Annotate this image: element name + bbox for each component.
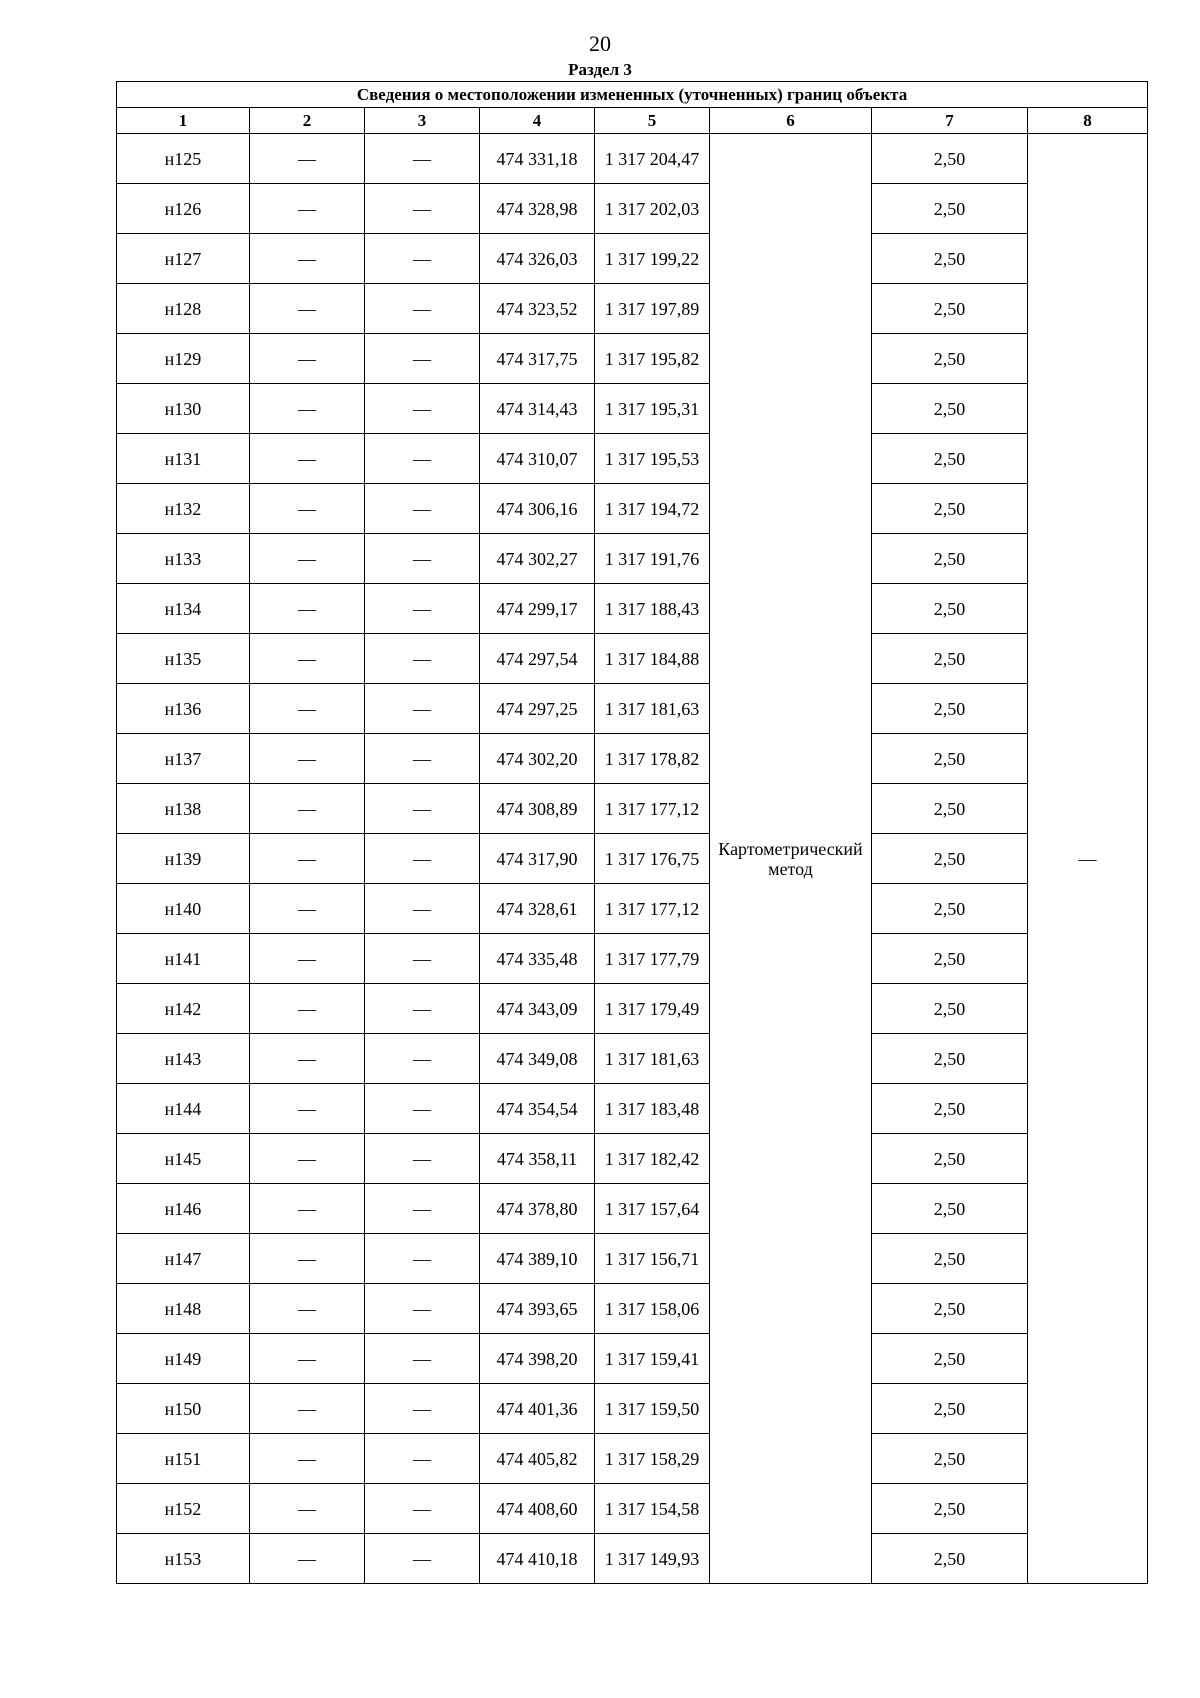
column3-cell: — (365, 284, 480, 334)
column2-cell: — (250, 634, 365, 684)
table-row (117, 734, 1148, 784)
column3-cell: — (365, 134, 480, 184)
accuracy-cell: 2,50 (872, 634, 1028, 684)
accuracy-cell: 2,50 (872, 1234, 1028, 1284)
accuracy-cell: 2,50 (872, 534, 1028, 584)
point-number-cell: н138 (117, 784, 250, 834)
point-number-cell: н140 (117, 884, 250, 934)
table-row (117, 934, 1148, 984)
column2-cell: — (250, 734, 365, 784)
table-row (117, 584, 1148, 634)
accuracy-cell: 2,50 (872, 1484, 1028, 1534)
column3-cell: — (365, 434, 480, 484)
column-number: 2 (250, 108, 365, 134)
table-row (117, 634, 1148, 684)
boundary-table (116, 81, 1148, 1584)
page-number: 20 (589, 31, 611, 56)
column3-cell: — (365, 1534, 480, 1584)
column2-cell: — (250, 1184, 365, 1234)
table-row (117, 284, 1148, 334)
column3-cell: — (365, 1484, 480, 1534)
column3-cell: — (365, 784, 480, 834)
column3-cell: — (365, 1134, 480, 1184)
point-number-cell: н133 (117, 534, 250, 584)
column2-cell: — (250, 784, 365, 834)
point-number-cell: н141 (117, 934, 250, 984)
y-coordinate-cell: 1 317 177,12 (595, 784, 710, 834)
table-row (117, 1084, 1148, 1134)
section-title: Раздел 3 (568, 60, 632, 79)
table-row (117, 884, 1148, 934)
column2-cell: — (250, 1284, 365, 1334)
point-number-cell: н125 (117, 134, 250, 184)
point-number-cell: н126 (117, 184, 250, 234)
point-number-cell: н129 (117, 334, 250, 384)
column3-cell: — (365, 334, 480, 384)
accuracy-cell: 2,50 (872, 784, 1028, 834)
column3-cell: — (365, 1384, 480, 1434)
y-coordinate-cell: 1 317 179,49 (595, 984, 710, 1034)
column2-cell: — (250, 534, 365, 584)
x-coordinate-cell: 474 314,43 (480, 384, 595, 434)
accuracy-cell: 2,50 (872, 184, 1028, 234)
point-number-cell: н143 (117, 1034, 250, 1084)
column3-cell: — (365, 684, 480, 734)
column-number: 7 (872, 108, 1028, 134)
x-coordinate-cell: 474 410,18 (480, 1534, 595, 1584)
accuracy-cell: 2,50 (872, 884, 1028, 934)
point-number-cell: н153 (117, 1534, 250, 1584)
table-caption-row (117, 82, 1148, 108)
column2-cell: — (250, 984, 365, 1034)
x-coordinate-cell: 474 349,08 (480, 1034, 595, 1084)
table-caption: Сведения о местоположении измененных (уточненных) границ объекта (117, 82, 1148, 108)
column2-cell: — (250, 884, 365, 934)
x-coordinate-cell: 474 358,11 (480, 1134, 595, 1184)
accuracy-cell: 2,50 (872, 734, 1028, 784)
column3-cell: — (365, 1284, 480, 1334)
column2-cell: — (250, 1334, 365, 1384)
column2-cell: — (250, 284, 365, 334)
table-row (117, 434, 1148, 484)
x-coordinate-cell: 474 393,65 (480, 1284, 595, 1334)
y-coordinate-cell: 1 317 191,76 (595, 534, 710, 584)
column-number: 4 (480, 108, 595, 134)
y-coordinate-cell: 1 317 182,42 (595, 1134, 710, 1184)
column-number: 1 (117, 108, 250, 134)
accuracy-cell: 2,50 (872, 584, 1028, 634)
column3-cell: — (365, 884, 480, 934)
column2-cell: — (250, 1034, 365, 1084)
accuracy-cell: 2,50 (872, 1434, 1028, 1484)
x-coordinate-cell: 474 323,52 (480, 284, 595, 334)
column2-cell: — (250, 1384, 365, 1434)
y-coordinate-cell: 1 317 158,29 (595, 1434, 710, 1484)
table-row (117, 1484, 1148, 1534)
column2-cell: — (250, 134, 365, 184)
column2-cell: — (250, 384, 365, 434)
y-coordinate-cell: 1 317 158,06 (595, 1284, 710, 1334)
column-number: 3 (365, 108, 480, 134)
y-coordinate-cell: 1 317 188,43 (595, 584, 710, 634)
x-coordinate-cell: 474 297,54 (480, 634, 595, 684)
column3-cell: — (365, 234, 480, 284)
accuracy-cell: 2,50 (872, 1534, 1028, 1584)
column2-cell: — (250, 584, 365, 634)
y-coordinate-cell: 1 317 181,63 (595, 684, 710, 734)
table-row (117, 1184, 1148, 1234)
table-row (117, 134, 1148, 184)
column2-cell: — (250, 1134, 365, 1184)
point-number-cell: н151 (117, 1434, 250, 1484)
column2-cell: — (250, 1084, 365, 1134)
column3-cell: — (365, 534, 480, 584)
table-row (117, 1534, 1148, 1584)
column3-cell: — (365, 1084, 480, 1134)
accuracy-cell: 2,50 (872, 334, 1028, 384)
x-coordinate-cell: 474 405,82 (480, 1434, 595, 1484)
y-coordinate-cell: 1 317 195,53 (595, 434, 710, 484)
y-coordinate-cell: 1 317 195,82 (595, 334, 710, 384)
table-row (117, 484, 1148, 534)
column2-cell: — (250, 434, 365, 484)
point-number-cell: н139 (117, 834, 250, 884)
accuracy-cell: 2,50 (872, 1084, 1028, 1134)
accuracy-cell: 2,50 (872, 484, 1028, 534)
y-coordinate-cell: 1 317 184,88 (595, 634, 710, 684)
column3-cell: — (365, 1434, 480, 1484)
column2-cell: — (250, 1434, 365, 1484)
x-coordinate-cell: 474 378,80 (480, 1184, 595, 1234)
column3-cell: — (365, 1234, 480, 1284)
x-coordinate-cell: 474 310,07 (480, 434, 595, 484)
column-number: 6 (710, 108, 872, 134)
accuracy-cell: 2,50 (872, 1284, 1028, 1334)
x-coordinate-cell: 474 328,98 (480, 184, 595, 234)
y-coordinate-cell: 1 317 149,93 (595, 1534, 710, 1584)
point-number-cell: н144 (117, 1084, 250, 1134)
column2-cell: — (250, 684, 365, 734)
accuracy-cell: 2,50 (872, 1034, 1028, 1084)
y-coordinate-cell: 1 317 195,31 (595, 384, 710, 434)
x-coordinate-cell: 474 331,18 (480, 134, 595, 184)
column3-cell: — (365, 634, 480, 684)
column3-cell: — (365, 934, 480, 984)
point-number-cell: н135 (117, 634, 250, 684)
x-coordinate-cell: 474 302,27 (480, 534, 595, 584)
table-row (117, 984, 1148, 1034)
x-coordinate-cell: 474 401,36 (480, 1384, 595, 1434)
x-coordinate-cell: 474 328,61 (480, 884, 595, 934)
column-number: 5 (595, 108, 710, 134)
point-number-cell: н127 (117, 234, 250, 284)
accuracy-cell: 2,50 (872, 284, 1028, 334)
point-number-cell: н132 (117, 484, 250, 534)
column2-cell: — (250, 1534, 365, 1584)
accuracy-cell: 2,50 (872, 434, 1028, 484)
x-coordinate-cell: 474 317,90 (480, 834, 595, 884)
accuracy-cell: 2,50 (872, 134, 1028, 184)
column2-cell: — (250, 234, 365, 284)
x-coordinate-cell: 474 317,75 (480, 334, 595, 384)
y-coordinate-cell: 1 317 159,41 (595, 1334, 710, 1384)
x-coordinate-cell: 474 354,54 (480, 1084, 595, 1134)
x-coordinate-cell: 474 408,60 (480, 1484, 595, 1534)
point-number-cell: н146 (117, 1184, 250, 1234)
accuracy-cell: 2,50 (872, 684, 1028, 734)
column2-cell: — (250, 184, 365, 234)
x-coordinate-cell: 474 398,20 (480, 1334, 595, 1384)
point-number-cell: н134 (117, 584, 250, 634)
table-row (117, 1034, 1148, 1084)
column3-cell: — (365, 484, 480, 534)
y-coordinate-cell: 1 317 157,64 (595, 1184, 710, 1234)
x-coordinate-cell: 474 299,17 (480, 584, 595, 634)
x-coordinate-cell: 474 297,25 (480, 684, 595, 734)
point-number-cell: н131 (117, 434, 250, 484)
y-coordinate-cell: 1 317 194,72 (595, 484, 710, 534)
point-number-cell: н136 (117, 684, 250, 734)
x-coordinate-cell: 474 306,16 (480, 484, 595, 534)
accuracy-cell: 2,50 (872, 234, 1028, 284)
point-number-cell: н152 (117, 1484, 250, 1534)
point-number-cell: н147 (117, 1234, 250, 1284)
y-coordinate-cell: 1 317 159,50 (595, 1384, 710, 1434)
column3-cell: — (365, 1334, 480, 1384)
accuracy-cell: 2,50 (872, 1384, 1028, 1434)
table-row (117, 784, 1148, 834)
x-coordinate-cell: 474 343,09 (480, 984, 595, 1034)
table-row (117, 384, 1148, 434)
accuracy-cell: 2,50 (872, 1334, 1028, 1384)
y-coordinate-cell: 1 317 154,58 (595, 1484, 710, 1534)
y-coordinate-cell: 1 317 178,82 (595, 734, 710, 784)
x-coordinate-cell: 474 326,03 (480, 234, 595, 284)
y-coordinate-cell: 1 317 183,48 (595, 1084, 710, 1134)
column3-cell: — (365, 734, 480, 784)
y-coordinate-cell: 1 317 177,12 (595, 884, 710, 934)
column2-cell: — (250, 1234, 365, 1284)
point-number-cell: н145 (117, 1134, 250, 1184)
x-coordinate-cell: 474 335,48 (480, 934, 595, 984)
y-coordinate-cell: 1 317 156,71 (595, 1234, 710, 1284)
column3-cell: — (365, 384, 480, 434)
table-row (117, 1234, 1148, 1284)
point-number-cell: н150 (117, 1384, 250, 1434)
column8-cell: — (1028, 134, 1148, 1584)
table-row (117, 1384, 1148, 1434)
x-coordinate-cell: 474 308,89 (480, 784, 595, 834)
y-coordinate-cell: 1 317 197,89 (595, 284, 710, 334)
accuracy-cell: 2,50 (872, 834, 1028, 884)
column3-cell: — (365, 584, 480, 634)
accuracy-cell: 2,50 (872, 934, 1028, 984)
table-row (117, 1134, 1148, 1184)
column3-cell: — (365, 1034, 480, 1084)
table-row (117, 234, 1148, 284)
point-number-cell: н149 (117, 1334, 250, 1384)
accuracy-cell: 2,50 (872, 384, 1028, 434)
point-number-cell: н137 (117, 734, 250, 784)
column-number: 8 (1028, 108, 1148, 134)
column2-cell: — (250, 1484, 365, 1534)
table-row (117, 1284, 1148, 1334)
column3-cell: — (365, 184, 480, 234)
accuracy-cell: 2,50 (872, 1184, 1028, 1234)
table-row (117, 1434, 1148, 1484)
table-row (117, 184, 1148, 234)
table-row (117, 334, 1148, 384)
y-coordinate-cell: 1 317 177,79 (595, 934, 710, 984)
point-number-cell: н148 (117, 1284, 250, 1334)
accuracy-cell: 2,50 (872, 984, 1028, 1034)
method-cell: Картометрический метод (710, 134, 872, 1584)
y-coordinate-cell: 1 317 181,63 (595, 1034, 710, 1084)
table-row (117, 1334, 1148, 1384)
y-coordinate-cell: 1 317 204,47 (595, 134, 710, 184)
column2-cell: — (250, 484, 365, 534)
y-coordinate-cell: 1 317 176,75 (595, 834, 710, 884)
y-coordinate-cell: 1 317 199,22 (595, 234, 710, 284)
table-row (117, 534, 1148, 584)
x-coordinate-cell: 474 302,20 (480, 734, 595, 784)
column2-cell: — (250, 934, 365, 984)
y-coordinate-cell: 1 317 202,03 (595, 184, 710, 234)
column3-cell: — (365, 984, 480, 1034)
table-row (117, 834, 1148, 884)
point-number-cell: н142 (117, 984, 250, 1034)
x-coordinate-cell: 474 389,10 (480, 1234, 595, 1284)
column3-cell: — (365, 1184, 480, 1234)
accuracy-cell: 2,50 (872, 1134, 1028, 1184)
point-number-cell: н128 (117, 284, 250, 334)
column2-cell: — (250, 834, 365, 884)
table-row (117, 684, 1148, 734)
column-numbers-row (117, 108, 1148, 134)
point-number-cell: н130 (117, 384, 250, 434)
column2-cell: — (250, 334, 365, 384)
column3-cell: — (365, 834, 480, 884)
